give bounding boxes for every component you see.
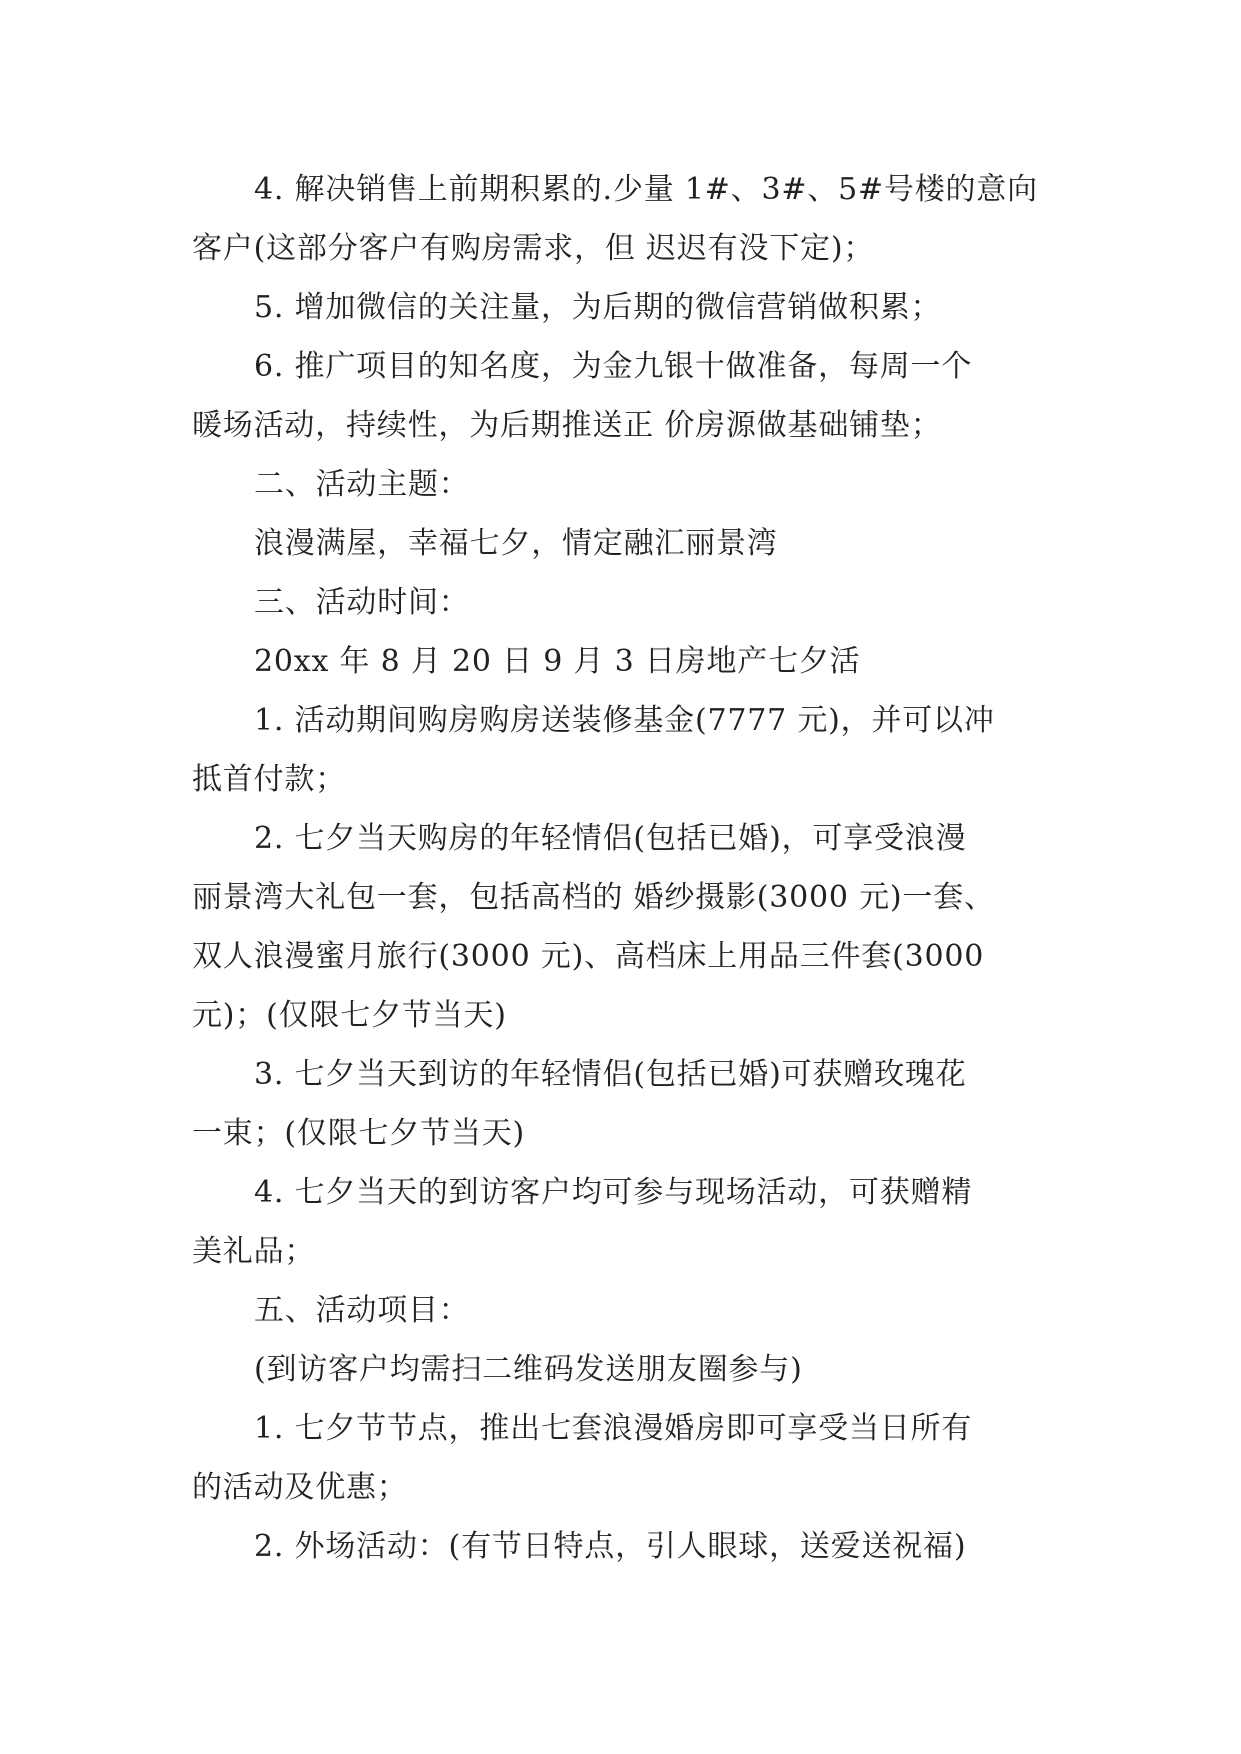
section-heading: 五、活动项目： (254, 1293, 470, 1328)
paragraph-line: 1. 七夕节节点，推出七套浪漫婚房即可享受当日所有 (254, 1411, 973, 1446)
section-heading: 二、活动主题： (254, 467, 470, 502)
document-body (192, 160, 1052, 1576)
paragraph-line: 丽景湾大礼包一套，包括高档的 婚纱摄影(3000 元)一套、 (192, 880, 995, 915)
paragraph-line: 的活动及优惠； (192, 1470, 408, 1505)
paragraph-line: 2. 外场活动：(有节日特点，引人眼球，送爱送祝福) (254, 1529, 967, 1564)
paragraph-line: 双人浪漫蜜月旅行(3000 元)、高档床上用品三件套(3000 (192, 939, 985, 974)
paragraph-line: 4. 解决销售上前期积累的.少量 1#、3#、5#号楼的意向 (254, 172, 1038, 207)
paragraph-line: 浪漫满屋，幸福七夕，情定融汇丽景湾 (254, 526, 778, 561)
section-heading: 三、活动时间： (254, 585, 470, 620)
paragraph-line: 一束；(仅限七夕节当天) (192, 1116, 526, 1151)
paragraph-line: (到访客户均需扫二维码发送朋友圈参与) (254, 1352, 803, 1387)
paragraph-line: 6. 推广项目的知名度，为金九银十做准备，每周一个 (254, 349, 973, 384)
paragraph-line: 暖场活动，持续性，为后期推送正 价房源做基础铺垫； (192, 408, 942, 443)
paragraph-line: 4. 七夕当天的到访客户均可参与现场活动，可获赠精 (254, 1175, 973, 1210)
paragraph-line: 抵首付款； (192, 762, 346, 797)
paragraph-line: 5. 增加微信的关注量，为后期的微信营销做积累； (254, 290, 942, 325)
paragraph-line: 2. 七夕当天购房的年轻情侣(包括已婚)，可享受浪漫 (254, 821, 967, 856)
paragraph-line: 元)；(仅限七夕节当天) (192, 998, 507, 1033)
paragraph-line: 20xx 年 8 月 20 日 9 月 3 日房地产七夕活 (254, 644, 861, 679)
paragraph-line: 客户(这部分客户有购房需求，但 迟迟有没下定)； (192, 231, 875, 266)
paragraph-line: 1. 活动期间购房购房送装修基金(7777 元)，并可以冲 (254, 703, 995, 738)
paragraph-line: 美礼品； (192, 1234, 316, 1269)
paragraph-line: 3. 七夕当天到访的年轻情侣(包括已婚)可获赠玫瑰花 (254, 1057, 967, 1092)
